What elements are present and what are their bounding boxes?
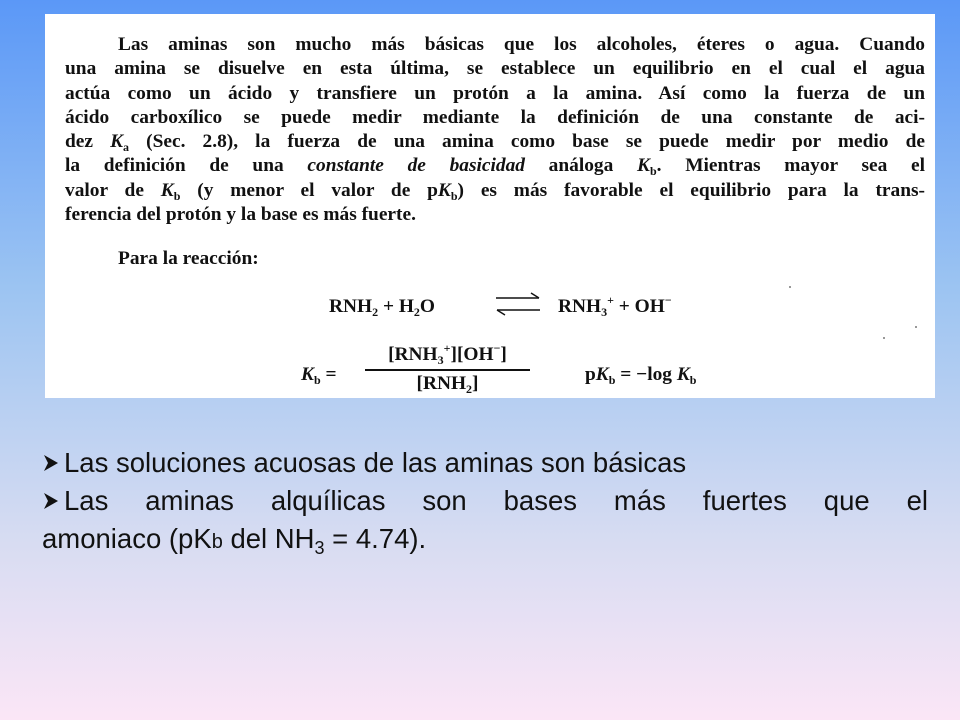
paragraph-line: una amina se disuelve en esta última, se establece un equilibrio en el cual el agua: [65, 58, 925, 80]
paragraph-line: Las aminas son mucho más básicas que los alcoholes, éteres o agua. Cuando: [118, 34, 925, 55]
kb-symbol: $K_b$ =: [301, 364, 337, 387]
paragraph-line: valor de $K_b$ (y menor el valor de $pK_b$) es más favorable el equilibrio para la trans-: [65, 179, 925, 203]
kb-fraction: [365, 341, 530, 396]
textbook-scan: [45, 14, 935, 398]
fraction-denominator: $[RNH_2]$: [416, 372, 479, 396]
fraction-bar: [365, 369, 530, 371]
bullet-text: Las soluciones acuosas de las aminas son básicas: [64, 447, 687, 478]
bullet-line: amoniaco (pKb del $NH_3 = 4.74$).: [42, 523, 427, 558]
bullet-item: [42, 482, 928, 561]
paragraph-line: dez $K_a$ (Sec. 2.8), la fuerza de una amina como base se puede medir por medio de: [65, 131, 925, 155]
scan-speck: [883, 337, 885, 339]
reaction-right: $RNH_3^+ + OH^-$: [558, 293, 672, 319]
bullet-item: [42, 444, 928, 482]
scan-speck: [915, 326, 917, 328]
scan-speck: [789, 286, 791, 288]
arrowhead-bullet-icon: [42, 453, 60, 473]
textbook-paragraph: [65, 33, 925, 227]
paragraph-line: ácido carboxílico se puede medir mediante la definición de una constante de aci-: [65, 106, 925, 128]
bullet-list: [42, 444, 928, 561]
arrowhead-bullet-icon: [42, 491, 60, 511]
paragraph-line: ferencia del protón y la base es más fuerte.: [65, 204, 416, 226]
bullet-line: Las aminas alquílicas son bases más fuertes que el: [42, 482, 928, 520]
paragraph-line: la definición de una constante de basicidad análoga $K_b$. Mientras mayor sea el: [65, 155, 925, 179]
paragraph-line: actúa como un ácido y transfiere un protón a la amina. Así como la fuerza de un: [65, 82, 925, 104]
pkb-equation: $pK_b = -\log$ $K_b$: [585, 364, 697, 387]
reaction-left: $RNH_2 + H_2O$: [329, 296, 436, 319]
fraction-numerator: $[RNH_3^+][OH^-]$: [388, 341, 507, 367]
reaction-label: Para la reacción:: [118, 248, 259, 269]
equilibrium-arrows-icon: [493, 286, 543, 322]
